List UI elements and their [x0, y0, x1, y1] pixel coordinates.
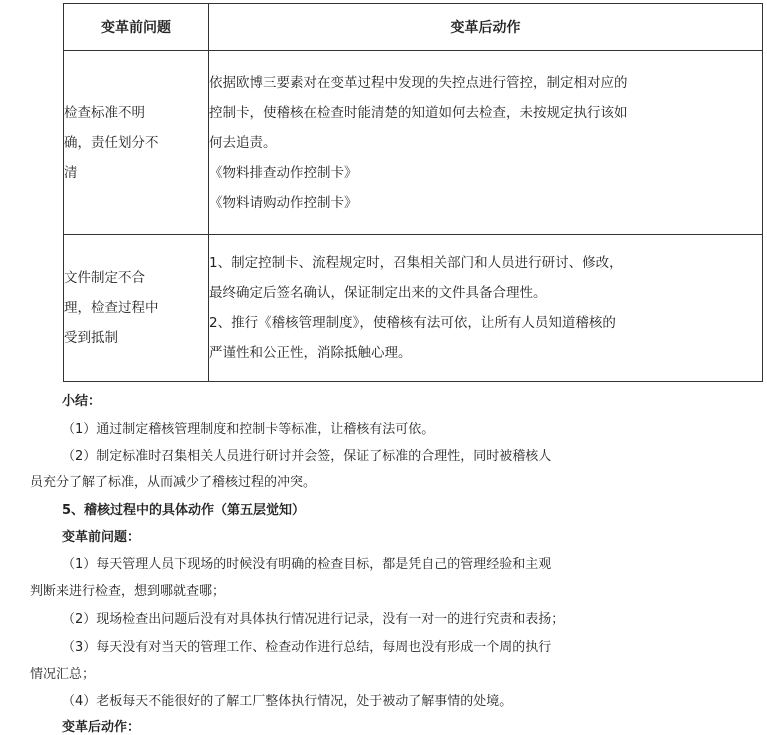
action-line: 2、推行《稽核管理制度》，使稽核有法可依，让所有人员知道稽核的: [209, 315, 616, 331]
action-line: 《物料排查动作控制卡》: [209, 164, 358, 181]
problem-item-continued: 判断来进行检查，想到哪就查哪；: [30, 584, 226, 599]
action-line: 控制卡，使稽核在检查时能清楚的知道如何去检查，未按规定执行该如: [209, 104, 628, 121]
action-line: 何去追责。: [209, 134, 277, 151]
summary-title: 小结：: [62, 394, 102, 409]
header-after-action: 变革后动作: [209, 4, 763, 51]
problem-item: （1）每天管理人员下现场的时候没有明确的检查目标，都是凭自己的管理经验和主观: [62, 557, 552, 572]
problem-cell: [64, 235, 209, 382]
action-cell: [209, 51, 763, 235]
action-line: 依据欧博三要素对在变革过程中发现的失控点进行管控，制定相对应的: [209, 74, 628, 91]
problem-item: （3）每天没有对当天的管理工作、检查动作进行总结，每周也没有形成一个周的执行: [62, 640, 552, 655]
action-line: 最终确定后签名确认，保证制定出来的文件具备合理性。: [209, 285, 547, 301]
problem-cell: [64, 51, 209, 235]
before-problems-title: 变革前问题：: [62, 530, 141, 545]
action-line: 《物料请购动作控制卡》: [209, 194, 358, 211]
summary-item: （1）通过制定稽核管理制度和控制卡等标准，让稽核有法可依。: [62, 422, 435, 437]
action-line: 严谨性和公正性，消除抵触心理。: [209, 345, 412, 361]
problem-line: 清: [64, 164, 78, 181]
problem-item: （4）老板每天不能很好的了解工厂整体执行情况，处于被动了解事情的处境。: [62, 694, 513, 709]
action-cell: [209, 235, 763, 382]
problem-line: 检查标准不明: [64, 104, 145, 121]
table-row: [64, 235, 763, 382]
problem-line: 受到抵制: [64, 330, 118, 346]
problem-item-continued: 情况汇总；: [30, 667, 96, 682]
summary-item: （2）制定标准时召集相关人员进行研讨并会签，保证了标准的合理性，同时被稽核人: [62, 449, 552, 464]
section-heading: 5、稽核过程中的具体动作（第五层觉知）: [62, 503, 306, 518]
problem-line: 理，检查过程中: [64, 300, 159, 316]
problem-item: （2）现场检查出问题后没有对具体执行情况进行记录，没有一对一的进行究责和表扬；: [62, 612, 565, 627]
problem-line: 确，责任划分不: [64, 134, 159, 151]
problem-line: 文件制定不合: [64, 270, 145, 286]
table-row: [64, 51, 763, 235]
summary-item-continued: 员充分了解了标准，从而减少了稽核过程的冲突。: [30, 475, 317, 490]
reform-table: [63, 3, 763, 382]
action-line: 1、制定控制卡、流程规定时，召集相关部门和人员进行研讨、修改，: [209, 255, 623, 271]
header-before-problem: 变革前问题: [64, 4, 209, 51]
after-actions-title: 变革后动作：: [62, 720, 141, 735]
